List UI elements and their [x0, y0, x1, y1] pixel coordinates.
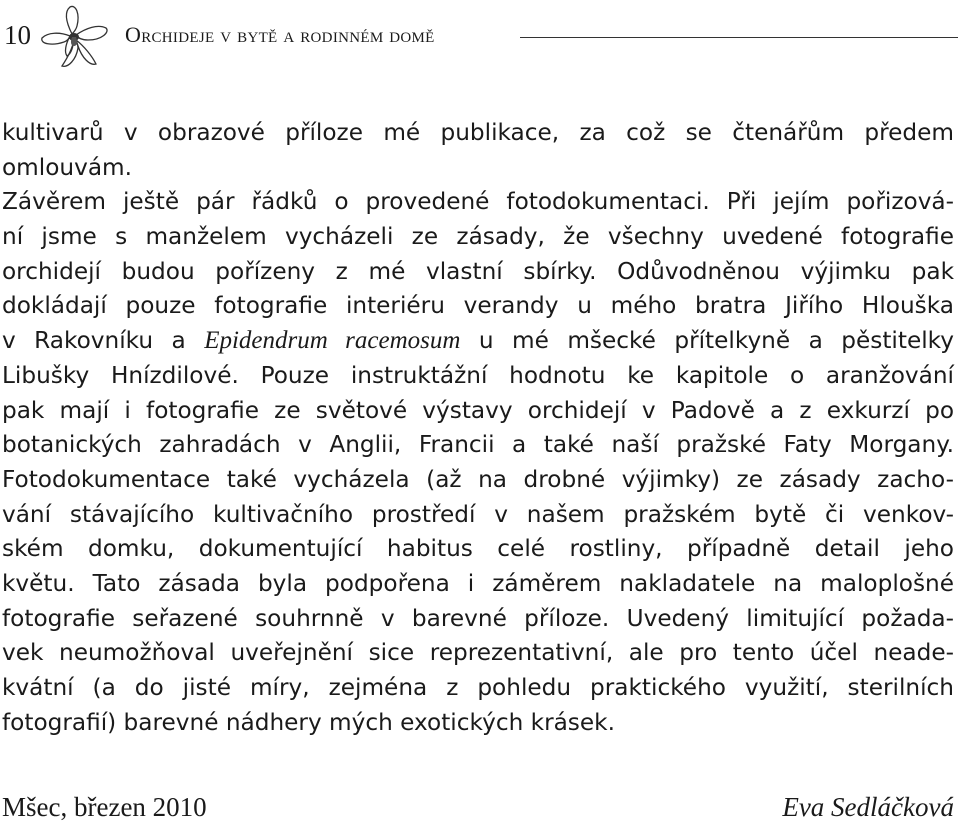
text-line: orchidejí budou pořízeny z mé vlastní sbírky. Odůvodněnou výjimku pak [2, 257, 954, 285]
page-number: 10 [4, 20, 31, 50]
text-line: kultivarů v obrazové příloze mé publikace, za což se čtenářům předem [2, 119, 954, 146]
text-line: vek neumožňoval uveřejnění sice reprezentativní, ale pro tento účel neade- [2, 639, 954, 667]
text-segment: v Rakovníku a [2, 327, 205, 355]
running-title: Orchideje v bytě a rodinném domě [125, 22, 435, 47]
text-line: Fotodokumentace také vycházela (až na drobné výjimky) ze zásady zacho- [2, 465, 954, 493]
orchid-flower-icon [36, 4, 114, 70]
text-line: ní jsme s manželem vycházeli ze zásady, že všechny uvedené fotografie [2, 223, 954, 251]
page-header [0, 0, 960, 80]
text-line: Závěrem ještě pár řádků o provedené fotodokumentaci. Při jejím pořizová- [2, 188, 954, 216]
text-line: omlouvám. [2, 153, 132, 181]
text-line [2, 324, 954, 359]
text-line: fotografií) barevné nádhery mých exotických krásek. [2, 708, 615, 736]
text-line: pak mají i fotografie ze světové výstavy orchidejí v Padově a z exkurzí po [2, 396, 954, 424]
text-line: květu. Tato zásada byla podpořena i záměrem nakladatele na maloplošné [2, 569, 954, 597]
text-line: dokládají pouze fotografie interiéru verandy u mého bratra Jiřího Hlouška [2, 292, 954, 320]
text-line: kvátní (a do jisté míry, zejména z pohledu praktického využití, sterilních [2, 674, 954, 701]
text-line: Libušky Hnízdilové. Pouze instruktážní hodnotu ke kapitole o aranžování [2, 361, 954, 389]
header-rule [520, 37, 958, 38]
place-date: Mšec, březen 2010 [2, 792, 207, 822]
text-line: fotografie seřazené souhrnně v barevné příloze. Uvedený limitující požada- [2, 604, 954, 632]
text-line: botanických zahradách v Anglii, Francii a také naší pražské Faty Morgany. [2, 431, 954, 459]
author-signature: Eva Sedláčková [782, 792, 954, 822]
text-segment: u mé mšecké přítelkyně a pěstitelky [460, 327, 954, 355]
text-line: ském domku, dokumentující habitus celé rostliny, případně detail jeho [2, 535, 954, 563]
body-text [2, 116, 954, 740]
species-name: Epidendrum racemosum [204, 327, 461, 355]
text-line: vání stávajícího kultivačního prostředí v našem pražském bytě či venkov- [2, 500, 954, 528]
